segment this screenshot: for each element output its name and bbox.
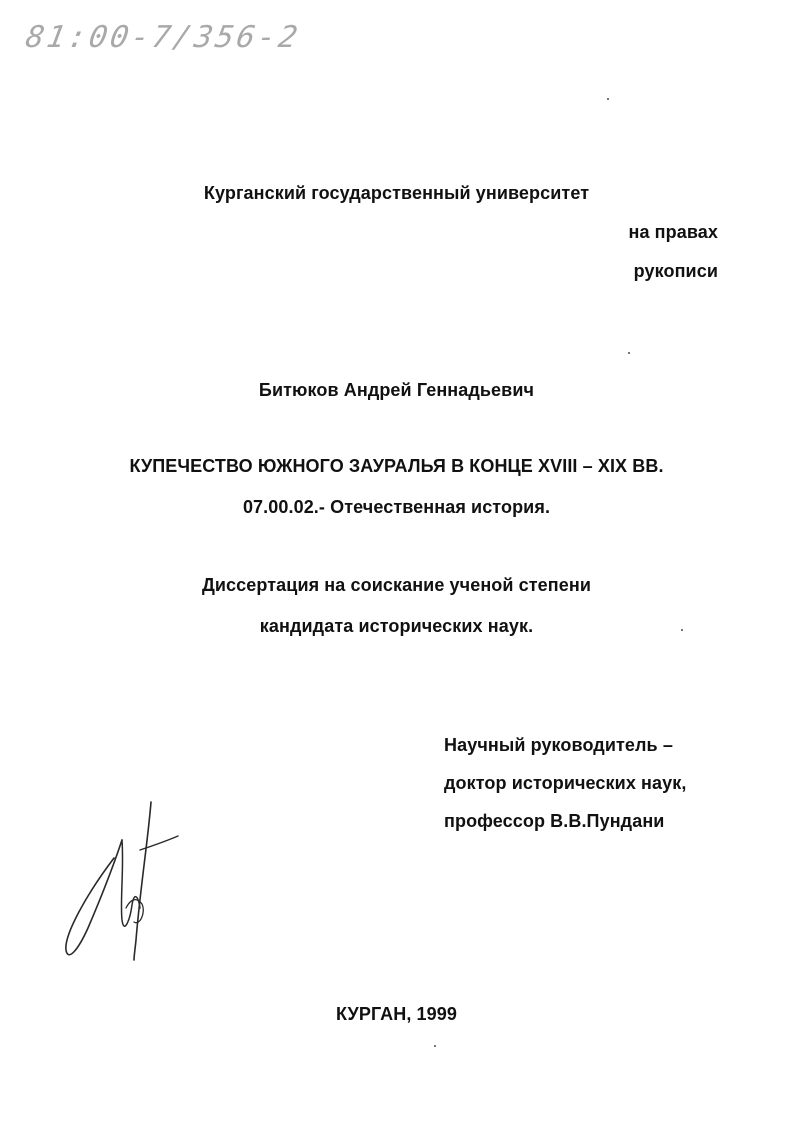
city-year: КУРГАН, 1999: [336, 1004, 457, 1024]
university-name: Курганский государственный университет: [203, 183, 590, 203]
supervisor-line1: Научный руководитель –: [444, 735, 673, 755]
author-name: Битюков Андрей Геннадьевич: [258, 380, 535, 400]
degree-line1: Диссертация на соискание ученой степени: [201, 575, 592, 595]
scan-speck: [434, 1045, 436, 1047]
supervisor-line3: профессор В.В.Пундани: [444, 811, 665, 831]
supervisor-line2: доктор исторических наук,: [444, 773, 687, 793]
manuscript-rights-line1: на правах: [628, 222, 718, 242]
archive-number-mark: 81:00-7/356-2: [22, 20, 303, 55]
degree-line2: кандидата исторических наук.: [259, 616, 534, 636]
scan-speck: [607, 98, 609, 100]
manuscript-rights-line2: рукописи: [633, 261, 718, 281]
handwritten-signature: [56, 800, 186, 970]
thesis-title: КУПЕЧЕСТВО ЮЖНОГО ЗАУРАЛЬЯ В КОНЦЕ XVIII – XIX ВВ.: [129, 456, 664, 476]
scan-speck: [681, 629, 683, 631]
scan-speck: [628, 352, 630, 354]
specialty-code: 07.00.02.- Отечественная история.: [242, 497, 551, 517]
